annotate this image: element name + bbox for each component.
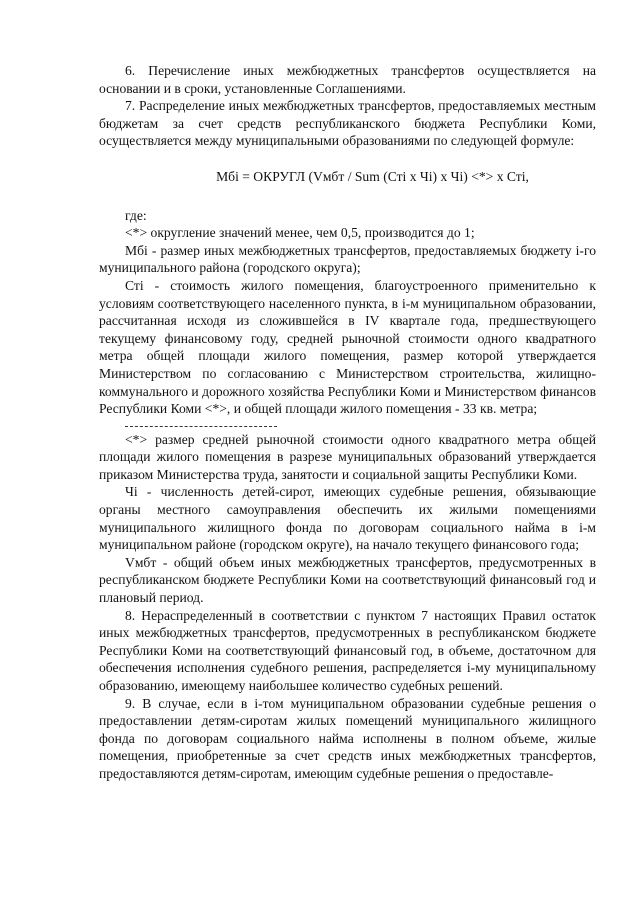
footnote: <*> размер средней рыночной стоимости одного квадратного метра общей площади жилого помещения в разрезе муниципальных образований утверждается приказом Министерства труда, занятости и социальной защиты Республики Коми.	[99, 431, 596, 482]
definition-chi: Чi - численность детей-сирот, имеющих судебные решения, обязывающие органы местного самоуправления обеспечить их жилыми помещениями муниципального жилищного фонда по договорам социального найма в i-м муниципальном районе (городском округе), на начало текущего финансового года;	[99, 484, 596, 553]
document-page	[99, 62, 596, 783]
distribution-formula: Мбi = ОКРУГЛ (Vмбт / Sum (Стi x Чi) x Чi) <*> x Стi,	[216, 168, 529, 184]
footnote-separator	[125, 426, 277, 427]
where-label: где:	[125, 207, 147, 223]
paragraph-7: 7. Распределение иных межбюджетных трансфертов, предоставляемых местным бюджетам за счет средств республиканского бюджета Республики Коми, осуществляется между муниципальными образованиями по следующей формуле:	[99, 98, 596, 149]
definition-vmbt: Vмбт - общий объем иных межбюджетных трансфертов, предусмотренных в республиканском бюджете Республики Коми на соответствующий финансовый год и плановый период.	[99, 554, 596, 606]
paragraph-9: 9. В случае, если в i-том муниципальном образовании судебные решения о предоставлении детям-сиротам жилых помещений муниципального жилищного фонда по договорам социального найма исполнены в полном объеме, жилые помещения, приобретенные за счет средств иных межбюджетных трансфертов, предоставляются детям-сиротам, имеющим судебные решения о предоставле-	[99, 695, 596, 781]
paragraph-8: 8. Нераспределенный в соответствии с пунктом 7 настоящих Правил остаток иных межбюджетных трансфертов, предусмотренных в республиканском бюджете Республики Коми на соответствующий финансовый год, в объеме, достаточном для обеспечения исполнения судебного решения, распределяется i-му муниципальному образованию, имеющему наибольшее количество судебных решений.	[99, 607, 596, 693]
definition-mbi: Мбi - размер иных межбюджетных трансфертов, предоставляемых бюджету i-го муниципального района (городского округа);	[99, 242, 596, 276]
paragraph-6: 6. Перечисление иных межбюджетных трансфертов осуществляется на основании и в сроки, установленные Соглашениями.	[99, 63, 596, 96]
definition-rounding: <*> округление значений менее, чем 0,5, производится до 1;	[125, 225, 475, 241]
definition-sti: Стi - стоимость жилого помещения, благоустроенного применительно к условиям соответствующего населенного пункта, в i-м муниципальном образовании, рассчитанная исходя из сложившейся в IV квартале года, предшествующего текущему финансовому году, средней рыночной стоимости одного квадратного метра общей площади жилого помещения, размер которой утверждается Министерством по согласованию с Министерством строительства, жилищно-коммунального и дорожного хозяйства Республики Коми и Министерством финансов Республики Коми <*>, и общей площади жилого помещения - 33 кв. метра;	[99, 277, 596, 417]
